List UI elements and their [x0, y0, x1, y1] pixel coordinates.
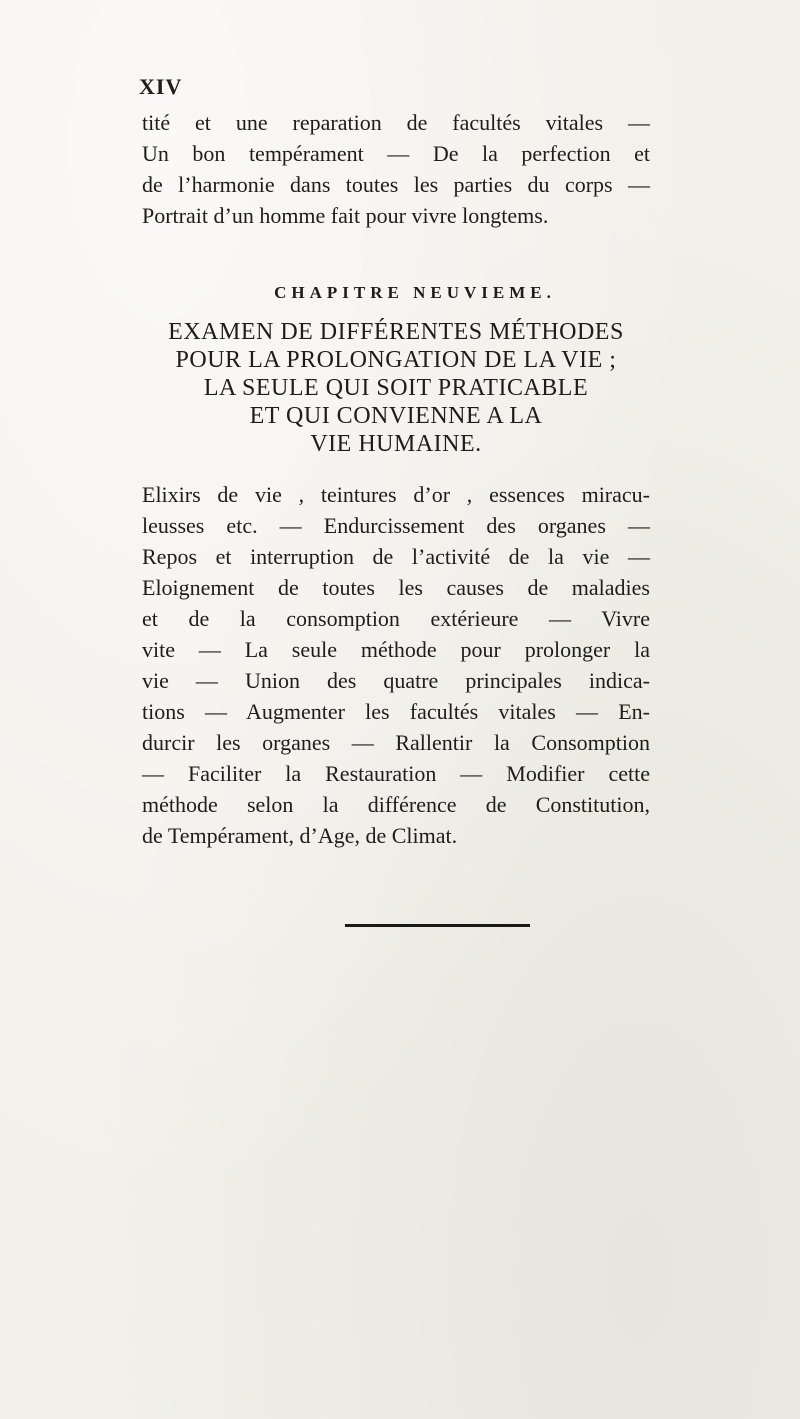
text-line: tions — Augmenter les facultés vitales — En- — [142, 699, 650, 724]
text-line: Elixirs de vie , teintures d’or , essences miracu- — [142, 482, 650, 507]
text-line: de Tempérament, d’Age, de Climat. — [142, 823, 458, 848]
chapter-label: CHAPITRE NEUVIEME. — [274, 283, 556, 302]
text-line: Portrait d’un homme fait pour vivre longtems. — [142, 203, 549, 228]
page-number: XIV — [139, 74, 183, 99]
text-line: Repos et interruption de l’activité de la vie — — [142, 544, 650, 569]
chapter-summary — [142, 479, 650, 851]
text-line: — Faciliter la Restauration — Modifier cette — [142, 761, 650, 786]
chapter-title-line: VIE HUMAINE. — [310, 431, 482, 457]
text-line: leusses etc. — Endurcissement des organes — — [142, 513, 650, 538]
chapter-title-line: POUR LA PROLONGATION DE LA VIE ; — [175, 347, 617, 373]
text-line: de l’harmonie dans toutes les parties du corps — — [142, 172, 650, 197]
chapter-title-line: ET QUI CONVIENNE A LA — [249, 403, 543, 429]
text-line: tité et une reparation de facultés vitales — — [142, 110, 650, 135]
chapter-title-line: EXAMEN DE DIFFÉRENTES MÉTHODES — [168, 319, 624, 345]
text-line: vite — La seule méthode pour prolonger la — [142, 637, 650, 662]
text-line: méthode selon la différence de Constitution, — [142, 792, 650, 817]
text-line: vie — Union des quatre principales indica- — [142, 668, 650, 693]
section-divider-rule — [345, 924, 530, 927]
text-line: et de la consomption extérieure — Vivre — [142, 606, 650, 631]
text-line: durcir les organes — Rallentir la Consomption — [142, 730, 650, 755]
chapter-title-line: LA SEULE QUI SOIT PRATICABLE — [203, 375, 589, 401]
continued-paragraph — [142, 107, 650, 231]
text-line: Un bon tempérament — De la perfection et — [142, 141, 650, 166]
chapter-title — [142, 318, 650, 458]
text-line: Eloignement de toutes les causes de maladies — [142, 575, 650, 600]
